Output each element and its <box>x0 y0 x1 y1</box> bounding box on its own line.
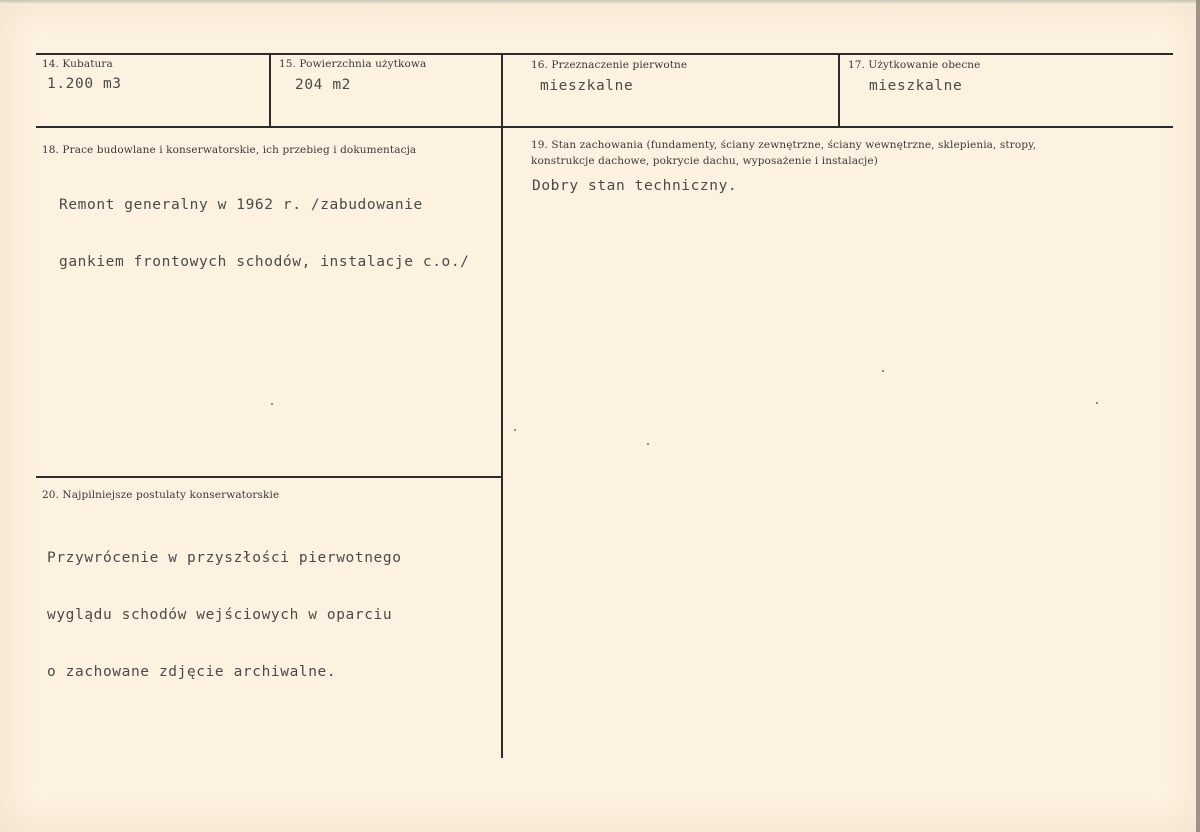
paper-speck <box>271 403 273 405</box>
card-top-edge <box>0 0 1200 5</box>
card-right-edge <box>1196 0 1200 832</box>
paper-speck <box>1096 402 1098 404</box>
field-19-label-line: konstrukcje dachowe, pokrycie dachu, wyposażenie i instalacje) <box>531 155 878 167</box>
divider-col-14-15 <box>269 53 271 127</box>
divider-top <box>36 53 1173 55</box>
field-17-value: mieszkalne <box>869 78 963 94</box>
divider-row1 <box>36 126 1173 128</box>
field-18-line: gankiem frontowych schodów, instalacje c.o./ <box>59 254 470 270</box>
field-19-label-line: 19. Stan zachowania (fundamenty, ściany zewnętrzne, ściany wewnętrzne, sklepienia, stropy, <box>531 139 1037 151</box>
field-18-text <box>59 158 470 310</box>
paper-speck <box>514 429 516 431</box>
divider-col-main <box>501 53 503 758</box>
field-18-label: 18. Prace budowlane i konserwatorskie, ich przebieg i dokumentacja <box>42 144 417 156</box>
divider-col-16-17 <box>838 53 840 127</box>
field-16-label: 16. Przeznaczenie pierwotne <box>531 59 688 71</box>
field-20-label: 20. Najpilniejsze postulaty konserwatorskie <box>42 489 280 501</box>
paper-speck <box>882 370 884 372</box>
field-20-line: o zachowane zdjęcie archiwalne. <box>47 664 337 680</box>
field-14-value: 1.200 m3 <box>47 76 122 92</box>
divider-section20 <box>36 476 501 478</box>
field-18-line: Remont generalny w 1962 r. /zabudowanie <box>59 197 423 213</box>
field-15-value: 204 m2 <box>295 77 351 93</box>
field-20-line: Przywrócenie w przyszłości pierwotnego <box>47 550 402 566</box>
field-16-value: mieszkalne <box>540 78 634 94</box>
field-19-value: Dobry stan techniczny. <box>532 178 738 194</box>
paper-speck <box>647 443 649 445</box>
field-17-label: 17. Użytkowanie obecne <box>848 59 981 71</box>
field-20-text <box>47 511 402 720</box>
field-20-line: wyglądu schodów wejściowych w oparciu <box>47 607 393 623</box>
field-15-label: 15. Powierzchnia użytkowa <box>279 58 427 70</box>
field-14-label: 14. Kubatura <box>42 58 113 70</box>
